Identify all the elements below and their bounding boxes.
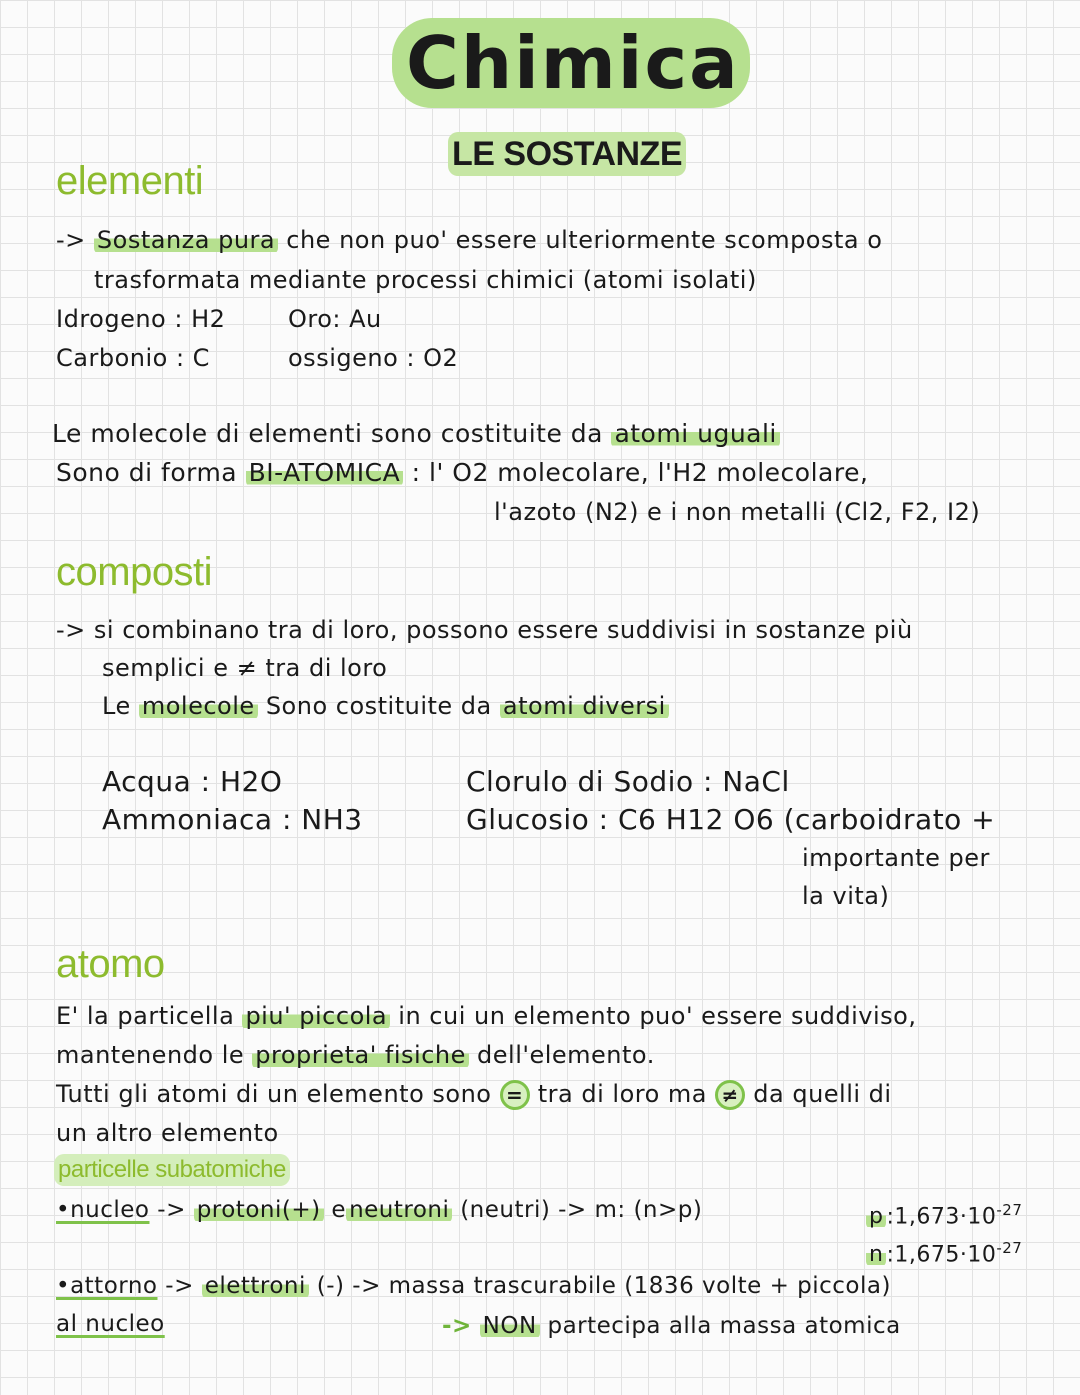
attorno-line [56,1270,891,1302]
highlight-non: NON [480,1313,540,1339]
highlight-piu-piccola: piu' piccola [242,1002,390,1030]
molecole-line3: l'azoto (N2) e i non metalli (Cl2, F2, I2) [494,498,981,526]
proton-mass-exponent: -27 [996,1201,1023,1219]
subatomic-heading: particelle subatomiche [54,1154,290,1186]
composti-definition-text: si combinano tra di loro, possono essere suddivisi in sostanze più [93,616,913,644]
nucleo-label: •nucleo [56,1197,150,1223]
atomo-line2 [56,1039,655,1071]
highlight-bi-atomica: BI-ATOMICA [246,458,404,487]
neutron-mass-value: :1,675·10 [886,1242,997,1268]
proton-mass [866,1194,1022,1233]
highlight-elettroni: elettroni [202,1273,309,1299]
elementi-definition-line2: trasformata mediante processi chimici (atomi isolati) [94,266,757,294]
composti-example-glucosio-line2: importante per [802,844,990,872]
molecole-line2 [56,457,868,489]
atomo-line3 [56,1078,892,1110]
elementi-example-idrogeno: Idrogeno : H2 [56,305,226,333]
arrow-icon: -> [56,616,86,644]
neutron-mass-exponent: -27 [996,1239,1023,1257]
atomo-line4: un altro elemento [56,1119,279,1147]
section-heading-composti: composti [56,550,213,594]
non-partecipa-line [442,1310,901,1342]
highlight-atomi-uguali: atomi uguali [611,419,779,448]
composti-example-ammoniaca: Ammoniaca : NH3 [102,803,363,836]
highlight-atomi-diversi: atomi diversi [500,692,669,720]
highlight-neutroni: neutroni [346,1197,452,1223]
nucleo-rest: (neutri) -> m: (n>p) [460,1197,703,1223]
arrow-icon: -> [442,1313,472,1339]
molecole-forma-examples: : l' O2 molecolare, l'H2 molecolare, [411,458,869,487]
atomo-text: Tutti gli atomi di un elemento sono [56,1080,492,1108]
atomo-text: tra di loro ma [537,1080,707,1108]
arrow-icon: -> [165,1273,194,1299]
arrow-icon: -> [157,1197,186,1223]
molecole-text: Le molecole di elementi sono costituite da [52,419,603,448]
attorno-label-line2: al nucleo [56,1311,165,1337]
composti-line2: semplici e ≠ tra di loro [102,654,388,682]
composti-le: Le [102,692,131,720]
not-equal-circle-icon: ≠ [715,1080,745,1110]
composti-example-acqua: Acqua : H2O [102,765,283,798]
atomo-text: dell'elemento. [477,1041,655,1069]
molecole-line1 [52,418,780,450]
highlight-molecole: molecole [139,692,258,720]
composti-sono-costituite: Sono costituite da [265,692,492,720]
nucleo-e: e [331,1197,347,1223]
composti-example-glucosio-line3: la vita) [802,882,890,910]
non-partecipa-text: partecipa alla massa atomica [547,1313,901,1339]
arrow-icon: -> [56,226,86,254]
highlight-protoni: protoni(+) [194,1197,324,1223]
elementi-example-oro: Oro: Au [288,305,382,333]
section-heading-elementi: elementi [56,159,204,203]
composti-example-cloruro: Clorulo di Sodio : NaCl [466,765,790,798]
molecole-forma-text: Sono di forma [56,458,238,487]
highlight-proprieta-fisiche: proprieta' fisiche [252,1041,469,1069]
composti-line1 [56,614,913,646]
atomo-text: in cui un elemento puo' essere suddiviso, [398,1002,917,1030]
proton-mass-label: p [866,1204,886,1229]
atomo-line1 [56,1000,917,1032]
elementi-example-ossigeno: ossigeno : O2 [288,344,459,372]
elementi-definition-line1 [56,224,882,256]
nucleo-line [56,1194,702,1226]
neutron-mass-label: n [866,1242,886,1267]
atomo-text: mantenendo le [56,1041,245,1069]
neutron-mass [866,1232,1022,1271]
elementi-example-carbonio: Carbonio : C [56,344,210,372]
atomo-text: da quelli di [753,1080,892,1108]
page-subtitle: LE SOSTANZE [448,132,686,176]
page-title: Chimica [392,18,750,108]
composti-line3 [102,690,669,722]
attorno-label: •attorno [56,1273,158,1299]
proton-mass-value: :1,673·10 [886,1204,997,1230]
attorno-rest: (-) -> massa trascurabile (1836 volte + piccola) [316,1273,891,1299]
composti-example-glucosio: Glucosio : C6 H12 O6 (carboidrato + [466,803,996,836]
equals-circle-icon: = [500,1080,530,1110]
highlight-sostanza-pura: Sostanza pura [94,226,278,254]
atomo-text: E' la particella [56,1002,235,1030]
section-heading-atomo: atomo [56,942,165,986]
elementi-definition-text: che non puo' essere ulteriormente scomposta o [286,226,883,254]
